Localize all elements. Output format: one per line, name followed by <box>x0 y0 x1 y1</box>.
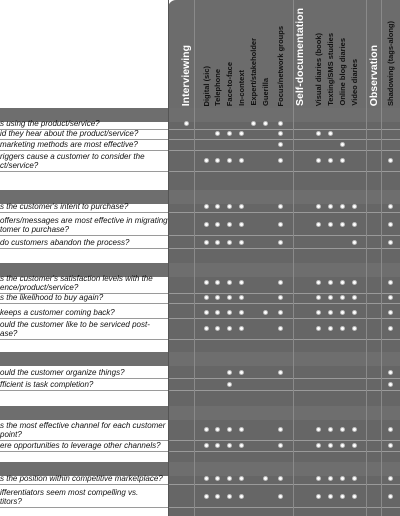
method-dot <box>340 204 345 209</box>
row-divider <box>0 507 400 508</box>
method-dot <box>328 222 333 227</box>
row-divider <box>0 150 400 151</box>
question-text: keeps a customer coming back? <box>0 308 115 317</box>
method-dot <box>316 131 321 136</box>
column-header-telephone <box>212 4 223 106</box>
column-header-label: Video diaries <box>350 59 359 106</box>
method-dot <box>278 494 283 499</box>
method-dot <box>278 370 283 375</box>
method-dot <box>388 370 393 375</box>
method-dot <box>239 370 244 375</box>
method-dot <box>227 382 232 387</box>
method-dot <box>352 240 357 245</box>
row-divider <box>0 318 400 319</box>
method-dot <box>227 295 232 300</box>
method-dot <box>204 158 209 163</box>
column-header-face-to-face <box>224 4 235 106</box>
method-dot <box>388 476 393 481</box>
method-dot <box>328 326 333 331</box>
method-dot <box>278 121 283 126</box>
method-dot <box>328 443 333 448</box>
method-dot <box>239 158 244 163</box>
method-dot <box>388 326 393 331</box>
method-dot <box>316 326 321 331</box>
method-dot <box>340 222 345 227</box>
method-dot <box>227 326 232 331</box>
column-header-label: Observation <box>368 44 380 106</box>
column-header-online-blog-diaries <box>337 4 348 106</box>
column-separator <box>381 0 382 516</box>
method-dot <box>204 280 209 285</box>
method-dot <box>340 427 345 432</box>
column-header-label: Visual diaries (book) <box>314 32 323 106</box>
method-dot <box>388 240 393 245</box>
method-dot <box>215 295 220 300</box>
method-dot <box>352 222 357 227</box>
row-divider <box>0 303 400 304</box>
method-dot <box>204 494 209 499</box>
method-dot <box>239 427 244 432</box>
method-dot <box>278 280 283 285</box>
method-dot <box>204 295 209 300</box>
row-divider <box>0 235 400 236</box>
question-text: ere opportunities to leverage other channels? <box>0 441 161 450</box>
column-header-label: Telephone <box>213 69 222 106</box>
column-header-label: Face-to-face <box>225 61 234 106</box>
method-dot <box>215 326 220 331</box>
column-header-guerilla <box>260 4 271 106</box>
method-dot <box>278 310 283 315</box>
method-dot <box>388 204 393 209</box>
method-dot <box>263 476 268 481</box>
method-dot <box>352 204 357 209</box>
method-dot <box>204 222 209 227</box>
method-dot <box>215 204 220 209</box>
method-dot <box>215 280 220 285</box>
method-dot <box>316 280 321 285</box>
question-text: s using the product/service? <box>0 119 100 128</box>
method-dot <box>239 240 244 245</box>
method-dot <box>278 476 283 481</box>
column-separator <box>168 0 169 516</box>
method-dot <box>340 280 345 285</box>
column-header-label: Interviewing <box>180 44 192 106</box>
method-dot <box>352 427 357 432</box>
method-dot <box>215 222 220 227</box>
method-dot <box>239 280 244 285</box>
row-divider <box>0 339 400 340</box>
method-dot <box>316 443 321 448</box>
column-header-label: Guerilla <box>261 78 270 106</box>
method-dot <box>227 476 232 481</box>
question-text: s the likelihood to buy again? <box>0 293 104 302</box>
column-header-texting-sms-studies <box>325 4 336 106</box>
method-dot <box>328 158 333 163</box>
method-dot <box>340 326 345 331</box>
method-dot <box>352 494 357 499</box>
method-dot <box>227 280 232 285</box>
row-divider <box>0 212 400 213</box>
column-header-label: In-context <box>237 70 246 106</box>
method-dot <box>251 121 256 126</box>
method-dot <box>328 204 333 209</box>
method-dot <box>278 295 283 300</box>
column-header-self-documentation <box>293 4 307 106</box>
method-dot <box>204 204 209 209</box>
method-dot <box>278 131 283 136</box>
method-dot <box>215 240 220 245</box>
method-dot <box>316 158 321 163</box>
method-dot <box>263 121 268 126</box>
method-dot <box>278 326 283 331</box>
method-dot <box>388 280 393 285</box>
question-text: riggers cause a customer to consider the ct/service? <box>0 152 145 170</box>
method-dot <box>215 494 220 499</box>
method-dot <box>352 326 357 331</box>
question-text: s the position within competitive marketplace? <box>0 474 163 483</box>
method-dot <box>263 310 268 315</box>
method-dot <box>227 443 232 448</box>
section-band <box>0 406 400 420</box>
method-dot <box>316 476 321 481</box>
method-dot <box>388 295 393 300</box>
method-dot <box>227 370 232 375</box>
method-dot <box>340 158 345 163</box>
method-dot <box>215 476 220 481</box>
method-dot <box>278 443 283 448</box>
method-dot <box>388 382 393 387</box>
question-text: ifferentiators seem most compelling vs. titors? <box>0 488 139 506</box>
method-dot <box>278 204 283 209</box>
method-dot <box>239 443 244 448</box>
question-text: offers/messages are most effective in migrating tomer to purchase? <box>0 216 168 234</box>
method-dot <box>204 427 209 432</box>
question-text: s the most effective channel for each customer point? <box>0 421 166 439</box>
method-dot <box>352 280 357 285</box>
question-text: marketing methods are most effective? <box>0 140 138 149</box>
column-header-video-diaries <box>349 4 360 106</box>
column-header-label: Shadowing (tags-along) <box>386 21 395 106</box>
column-header-label: Expert/stakeholder <box>249 38 258 106</box>
method-dot <box>227 131 232 136</box>
column-separator <box>366 0 367 516</box>
column-separator <box>194 0 195 516</box>
method-dot <box>340 443 345 448</box>
row-divider <box>0 171 400 172</box>
method-dot <box>227 240 232 245</box>
method-dot <box>215 427 220 432</box>
method-dot <box>316 222 321 227</box>
method-dot <box>328 476 333 481</box>
method-dot <box>215 310 220 315</box>
method-dot <box>352 310 357 315</box>
column-separator <box>293 0 294 516</box>
column-header-interviewing <box>179 4 193 106</box>
method-dot <box>278 222 283 227</box>
method-dot <box>215 443 220 448</box>
question-text: s the customer's satisfaction levels with the ence/product/service? <box>0 274 153 292</box>
method-dot <box>204 240 209 245</box>
question-text: s the customer's intent to purchase? <box>0 202 129 211</box>
column-header-focus-network-groups <box>275 4 286 106</box>
method-dot <box>388 494 393 499</box>
method-dot <box>328 310 333 315</box>
method-dot <box>278 142 283 147</box>
row-divider <box>0 248 400 249</box>
method-dot <box>316 204 321 209</box>
method-dot <box>239 295 244 300</box>
method-dot <box>340 310 345 315</box>
method-dot <box>204 443 209 448</box>
row-divider <box>0 451 400 452</box>
method-dot <box>352 476 357 481</box>
method-dot <box>204 310 209 315</box>
method-dot <box>316 310 321 315</box>
method-dot <box>278 427 283 432</box>
method-dot <box>340 476 345 481</box>
column-header-digital-sic <box>201 4 212 106</box>
section-band <box>0 352 400 366</box>
method-dot <box>388 222 393 227</box>
method-dot <box>227 494 232 499</box>
question-text: do customers abandon the process? <box>0 238 130 247</box>
method-dot <box>352 443 357 448</box>
column-header-label: Online blog diaries <box>338 38 347 106</box>
method-dot <box>340 295 345 300</box>
column-header-shadowing-tags-along <box>385 4 396 106</box>
method-dot <box>227 310 232 315</box>
method-dot <box>340 494 345 499</box>
method-dot <box>328 131 333 136</box>
method-dot <box>239 131 244 136</box>
method-dot <box>316 427 321 432</box>
method-dot <box>328 494 333 499</box>
method-dot <box>215 158 220 163</box>
column-header-expert-stakeholder <box>248 4 259 106</box>
method-dot <box>328 295 333 300</box>
method-dot <box>328 427 333 432</box>
method-dot <box>227 204 232 209</box>
method-dot <box>239 326 244 331</box>
column-header-observation <box>367 4 381 106</box>
question-text: fficient is task completion? <box>0 380 94 389</box>
question-text: ould the customer organize things? <box>0 368 125 377</box>
method-dot <box>340 142 345 147</box>
method-dot <box>239 476 244 481</box>
method-dot <box>328 280 333 285</box>
method-dot <box>316 295 321 300</box>
column-header-label: Self-documentation <box>294 7 306 106</box>
method-dot <box>388 310 393 315</box>
method-dot <box>352 295 357 300</box>
column-header-in-context <box>236 4 247 106</box>
method-dot <box>278 240 283 245</box>
method-dot <box>278 158 283 163</box>
method-dot <box>388 443 393 448</box>
method-dot <box>227 158 232 163</box>
method-dot <box>184 121 189 126</box>
method-dot <box>204 326 209 331</box>
row-divider <box>0 390 400 391</box>
method-dot <box>239 310 244 315</box>
question-text: id they hear about the product/service? <box>0 129 139 138</box>
method-dot <box>388 158 393 163</box>
method-dot <box>215 131 220 136</box>
row-divider <box>0 484 400 485</box>
row-divider <box>0 378 400 379</box>
question-text: ould the customer like to be serviced post- ase? <box>0 320 150 338</box>
method-dot <box>316 494 321 499</box>
column-header-visual-diaries-book <box>313 4 324 106</box>
method-dot <box>227 222 232 227</box>
column-header-label: Digital (sic) <box>202 65 211 106</box>
method-dot <box>204 476 209 481</box>
column-header-label: Focus/network groups <box>276 25 285 106</box>
method-dot <box>227 427 232 432</box>
method-dot <box>239 222 244 227</box>
method-dot <box>239 494 244 499</box>
column-header-label: Texting/SMS studies <box>326 33 335 106</box>
method-dot <box>239 204 244 209</box>
method-dot <box>388 427 393 432</box>
